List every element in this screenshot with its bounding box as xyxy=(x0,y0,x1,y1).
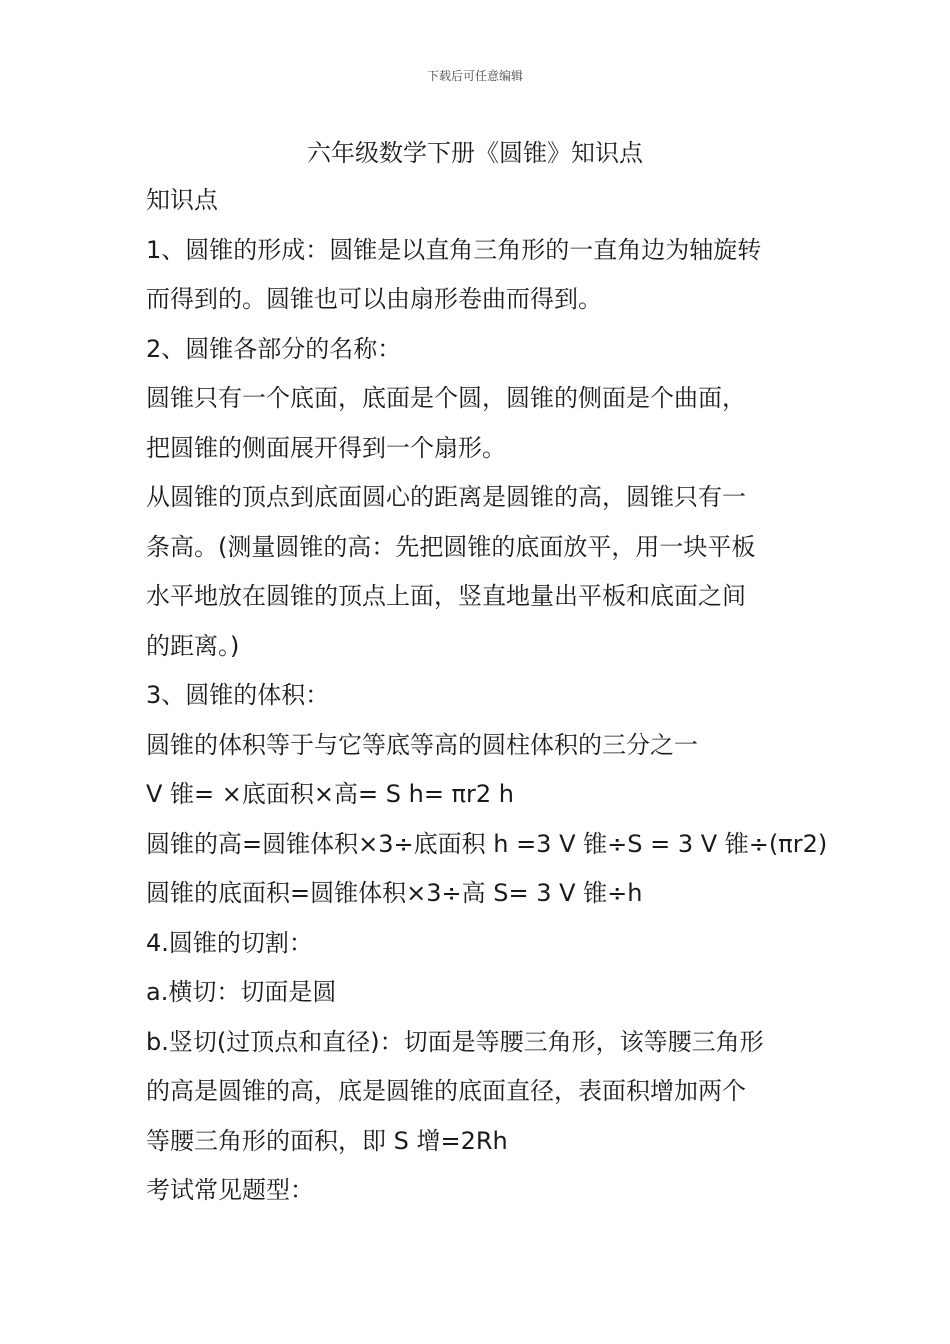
document-title: 六年级数学下册《圆锥》知识点 xyxy=(307,139,643,167)
paragraph-line: 的高是圆锥的高，底是圆锥的底面直径，表面积增加两个 xyxy=(146,1077,746,1105)
page-header-note: 下载后可任意编辑 xyxy=(426,69,523,83)
paragraph-line: b.竖切(过顶点和直径)：切面是等腰三角形，该等腰三角形 xyxy=(146,1027,764,1056)
document-body xyxy=(146,176,826,1216)
section-heading: 考试常见题型： xyxy=(146,1176,314,1204)
paragraph-line: 等腰三角形的面积，即 S 增=2Rh xyxy=(146,1126,508,1155)
paragraph-line: 2、圆锥各部分的名称： xyxy=(146,334,402,363)
section-heading: 知识点 xyxy=(146,186,218,214)
paragraph-line: a.横切：切面是圆 xyxy=(146,978,337,1006)
paragraph-line: 从圆锥的顶点到底面圆心的距离是圆锥的高，圆锥只有一 xyxy=(146,483,746,511)
paragraph-line: 把圆锥的侧面展开得到一个扇形。 xyxy=(146,433,506,462)
paragraph-line: 3、圆锥的体积： xyxy=(146,681,330,709)
paragraph-line: 4.圆锥的切割： xyxy=(146,928,313,957)
formula-line: 圆锥的高=圆锥体积×3÷底面积 h =3 V 锥÷S = 3 V 锥÷(πr2) xyxy=(146,829,828,858)
paragraph-line: 条高。(测量圆锥的高：先把圆锥的底面放平，用一块平板 xyxy=(146,532,756,561)
paragraph-line: 水平地放在圆锥的顶点上面，竖直地量出平板和底面之间 xyxy=(146,582,746,610)
paragraph-line: 圆锥的体积等于与它等底等高的圆柱体积的三分之一 xyxy=(146,730,698,759)
paragraph-line: 圆锥只有一个底面，底面是个圆，圆锥的侧面是个曲面， xyxy=(146,384,746,412)
paragraph-line: 的距离。) xyxy=(146,631,240,660)
formula-line: 圆锥的底面积=圆锥体积×3÷高 S= 3 V 锥÷h xyxy=(146,879,643,907)
paragraph-line: 而得到的。圆锥也可以由扇形卷曲而得到。 xyxy=(146,285,602,313)
formula-line: V 锥= ×底面积×高= S h= πr2 h xyxy=(146,780,514,808)
paragraph-line: 1、圆锥的形成：圆锥是以直角三角形的一直角边为轴旋转 xyxy=(146,235,762,264)
